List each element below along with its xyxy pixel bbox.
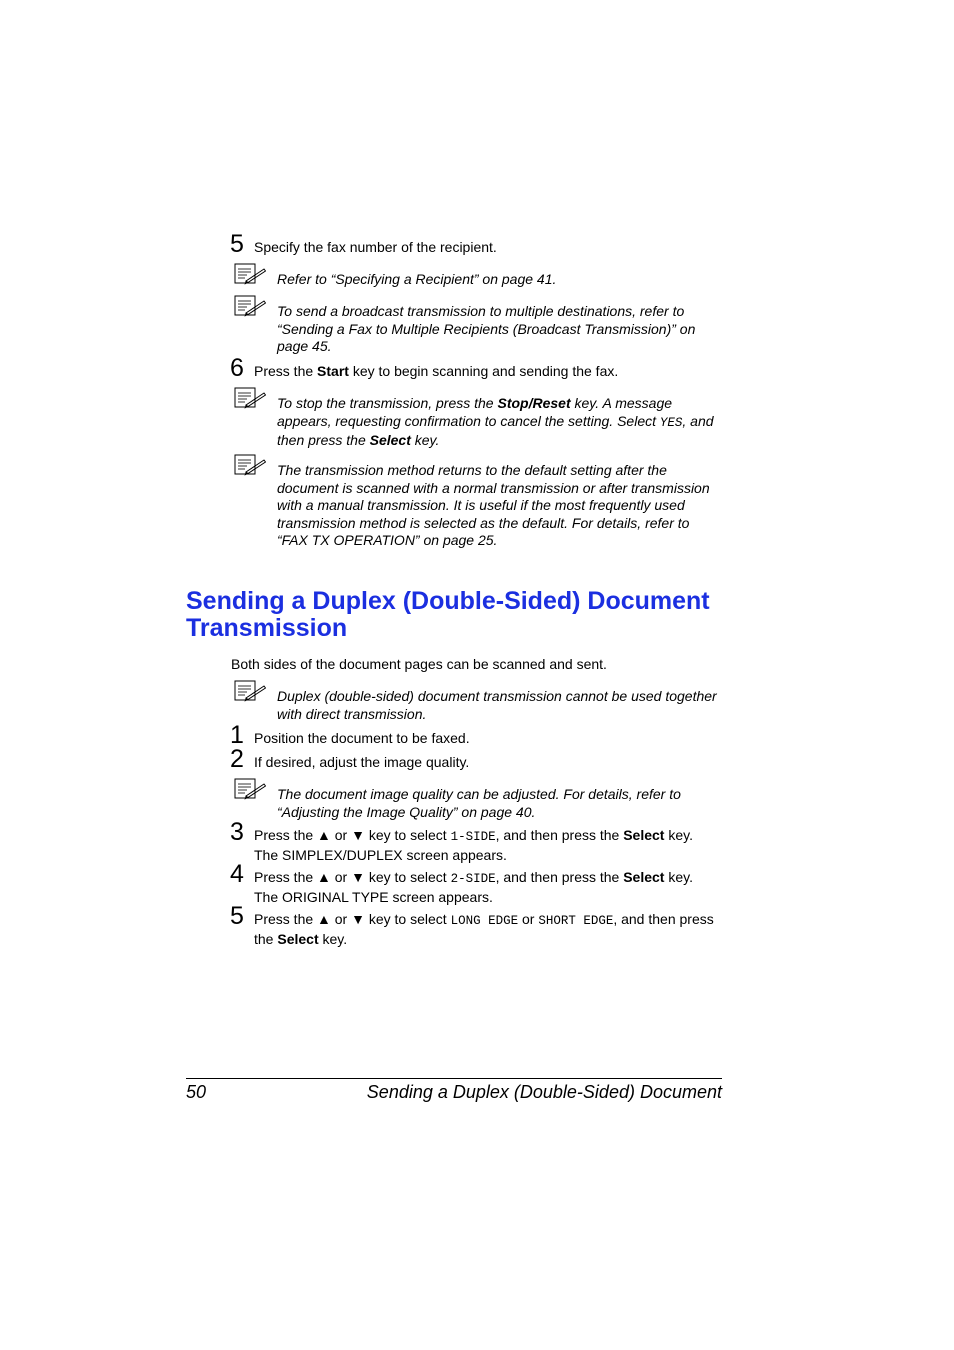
step-number: 6 bbox=[230, 354, 244, 382]
note-pencil-icon bbox=[234, 778, 266, 800]
note-pencil-icon bbox=[234, 295, 266, 317]
step-number: 5 bbox=[230, 230, 244, 258]
page-number: 50 bbox=[186, 1082, 207, 1102]
note-text: Refer to “Specifying a Recipient” on page 41. bbox=[277, 271, 557, 287]
step-number: 3 bbox=[230, 818, 244, 846]
step-text: Press the ▲ or ▼ key to select 1-SIDE, and then press the Select key. The SIMPLEX/DUPLEX screen appears. bbox=[254, 827, 693, 863]
running-title: Sending a Duplex (Double-Sided) Document bbox=[366, 1082, 722, 1102]
step-text: If desired, adjust the image quality. bbox=[254, 754, 470, 770]
step-number: 5 bbox=[230, 902, 244, 930]
note-text: The document image quality can be adjusted. For details, refer to “Adjusting the Image Quality” on page 40. bbox=[277, 786, 681, 820]
step-text: Position the document to be faxed. bbox=[254, 730, 470, 746]
note-pencil-icon bbox=[234, 454, 266, 476]
step-text: Specify the fax number of the recipient. bbox=[254, 239, 497, 255]
section-intro: Both sides of the document pages can be scanned and sent. bbox=[231, 656, 607, 672]
note-text: Duplex (double-sided) document transmission cannot be used together with direct transmission. bbox=[277, 688, 717, 722]
step-text: Press the ▲ or ▼ key to select LONG EDGE or SHORT EDGE, and then press the Select key. bbox=[254, 911, 714, 947]
footer-rule bbox=[186, 1078, 722, 1079]
step-number: 4 bbox=[230, 860, 244, 888]
step-number: 2 bbox=[230, 745, 244, 773]
note-text: The transmission method returns to the default setting after the document is scanned with a normal transmission or after transmission with a manual transmission. It is useful if the most frequently used transmission method is selected as the default. For details, refer to “FAX TX OPERATION” on page 25. bbox=[277, 462, 710, 549]
step-text: Press the ▲ or ▼ key to select 2-SIDE, and then press the Select key. The ORIGINAL TYPE screen appears. bbox=[254, 869, 693, 905]
note-pencil-icon bbox=[234, 680, 266, 702]
section-heading: Sending a Duplex (Double-Sided) Document Transmission bbox=[186, 587, 710, 642]
note-text: To stop the transmission, press the Stop/Reset key. A message appears, requesting confirmation to cancel the setting. Select YES, and then press the Select key. bbox=[277, 395, 714, 449]
step-number: 1 bbox=[230, 721, 244, 749]
step-text: Press the Start key to begin scanning and sending the fax. bbox=[254, 363, 619, 379]
note-text: To send a broadcast transmission to multiple destinations, refer to “Sending a Fax to Multiple Recipients (Broadcast Transmission)” on page 45. bbox=[277, 303, 696, 355]
note-pencil-icon bbox=[234, 387, 266, 409]
note-pencil-icon bbox=[234, 263, 266, 285]
